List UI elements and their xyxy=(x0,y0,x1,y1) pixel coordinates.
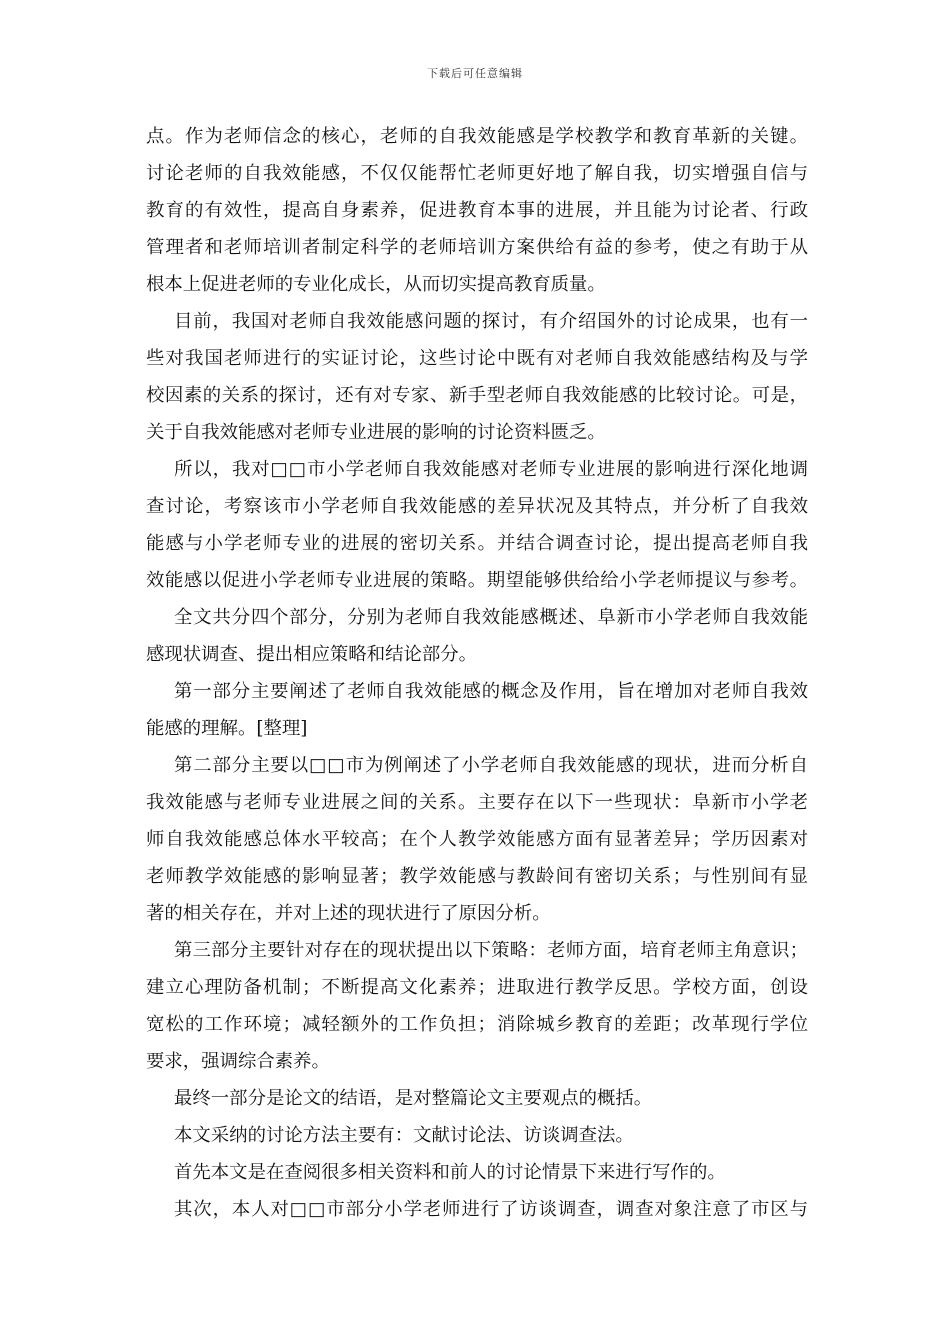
text-line: 宽松的工作环境；减轻额外的工作负担；消除城乡教育的差距；改革现行学位 xyxy=(146,1014,808,1035)
text-line: 教育的有效性，提高自身素养，促进教育本事的进展，并且能为讨论者、行政 xyxy=(146,200,808,221)
text-line: 本文采纳的讨论方法主要有：文献讨论法、访谈调查法。 xyxy=(174,1125,634,1146)
text-line: 查讨论，考察该市小学老师自我效能感的差异状况及其特点，并分析了自我效 xyxy=(146,496,808,517)
text-line: 根本上促进老师的专业化成长，从而切实提高教育质量。 xyxy=(146,274,606,295)
text-line: 能感与小学老师专业的进展的密切关系。并结合调查讨论，提出提高老师自我 xyxy=(146,533,808,554)
text-line: 第一部分主要阐述了老师自我效能感的概念及作用，旨在增加对老师自我效 xyxy=(174,681,808,702)
text-line: 首先本文是在查阅很多相关资料和前人的讨论情景下来进行写作的。 xyxy=(174,1162,726,1183)
text-line: 目前，我国对老师自我效能感问题的探讨，有介绍国外的讨论成果，也有一 xyxy=(174,311,808,332)
text-line: 点。作为老师信念的核心，老师的自我效能感是学校教学和教育革新的关键。 xyxy=(146,126,808,147)
text-line: 其次，本人对□□市部分小学老师进行了访谈调查，调查对象注意了市区与 xyxy=(174,1199,808,1220)
text-line: 讨论老师的自我效能感，不仅仅能帮忙老师更好地了解自我，切实增强自信与 xyxy=(146,163,808,184)
page-header: 下载后可任意编辑 xyxy=(427,67,523,80)
text-line: 著的相关存在，并对上述的现状进行了原因分析。 xyxy=(146,903,551,924)
text-line: 能感的理解。[整理] xyxy=(146,718,308,739)
text-line: 第二部分主要以□□市为例阐述了小学老师自我效能感的现状，进而分析自 xyxy=(174,755,808,776)
text-line: 感现状调查、提出相应策略和结论部分。 xyxy=(146,644,478,665)
text-line: 管理者和老师培训者制定科学的老师培训方案供给有益的参考，使之有助于从 xyxy=(146,237,808,258)
text-line: 效能感以促进小学老师专业进展的策略。期望能够供给给小学老师提议与参考。 xyxy=(146,570,808,591)
text-line: 最终一部分是论文的结语，是对整篇论文主要观点的概括。 xyxy=(174,1088,653,1109)
text-line: 关于自我效能感对老师专业进展的影响的讨论资料匮乏。 xyxy=(146,422,606,443)
text-line: 建立心理防备机制；不断提高文化素养；进取进行教学反思。学校方面，创设 xyxy=(146,977,808,998)
text-line: 校因素的关系的探讨，还有对专家、新手型老师自我效能感的比较讨论。可是， xyxy=(146,385,808,406)
text-line: 些对我国老师进行的实证讨论，这些讨论中既有对老师自我效能感结构及与学 xyxy=(146,348,808,369)
text-line: 要求，强调综合素养。 xyxy=(146,1051,330,1072)
text-line: 全文共分四个部分，分别为老师自我效能感概述、阜新市小学老师自我效能 xyxy=(174,607,808,628)
text-line: 第三部分主要针对存在的现状提出以下策略：老师方面，培育老师主角意识； xyxy=(174,940,808,961)
text-line: 我效能感与老师专业进展之间的关系。主要存在以下一些现状：阜新市小学老 xyxy=(146,792,808,813)
text-line: 所以，我对□□市小学老师自我效能感对老师专业进展的影响进行深化地调 xyxy=(174,459,808,480)
text-line: 老师教学效能感的影响显著；教学效能感与教龄间有密切关系；与性别间有显 xyxy=(146,866,808,887)
body-text xyxy=(146,118,808,1228)
text-line: 师自我效能感总体水平较高；在个人教学效能感方面有显著差异；学历因素对 xyxy=(146,829,808,850)
